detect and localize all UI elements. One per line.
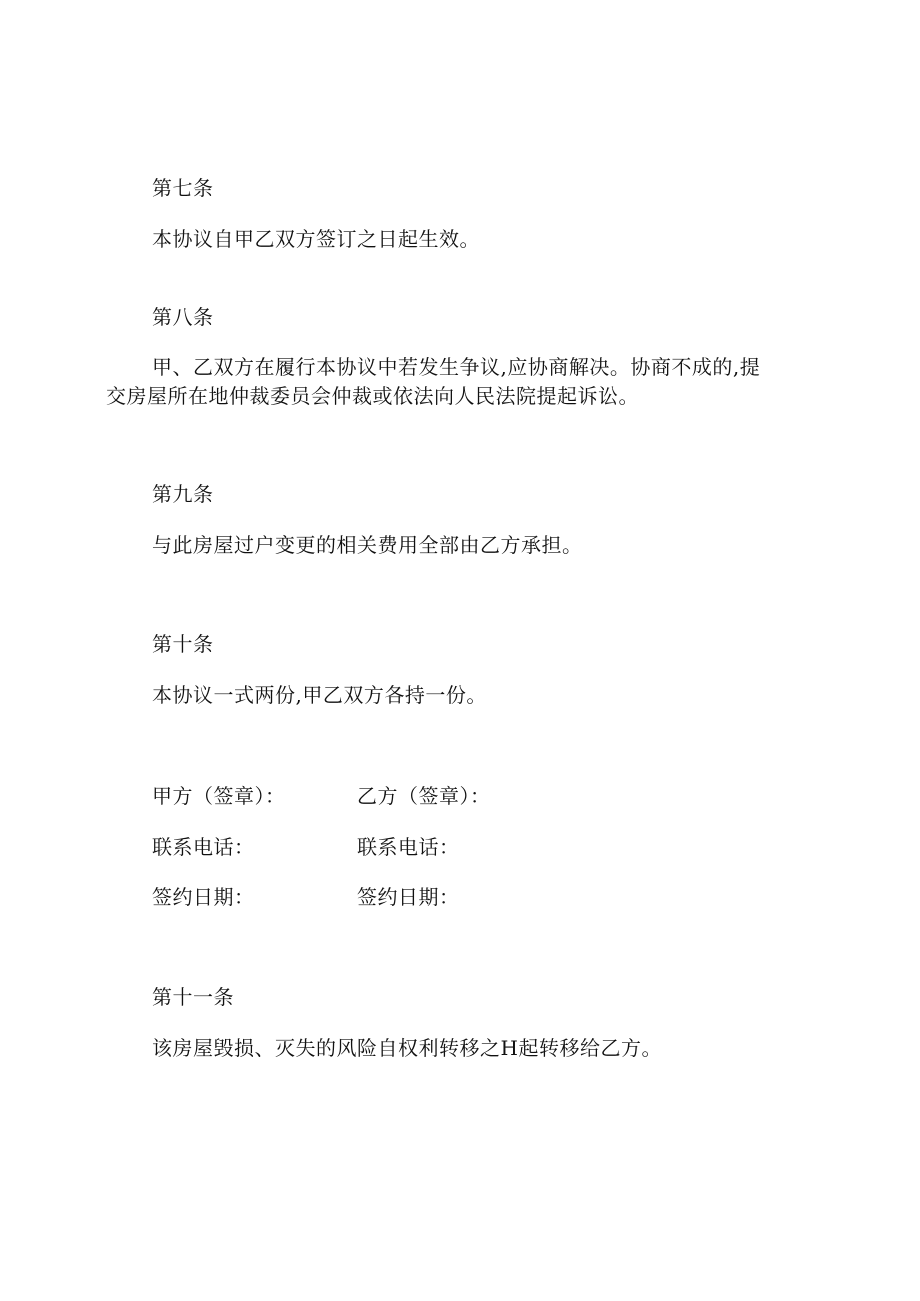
party-a-phone-label: 联系电话： [152, 835, 255, 859]
party-a-date-label: 签约日期： [152, 885, 255, 909]
article-11-body: 该房屋毁损、灭失的风险自权利转移之H起转移给乙方。 [152, 1036, 662, 1060]
article-7-heading: 第七条 [152, 176, 214, 200]
party-b-phone-label: 联系电话： [357, 835, 460, 859]
article-7-body: 本协议自甲乙双方签订之日起生效。 [152, 227, 480, 251]
article-9-body: 与此房屋过户变更的相关费用全部由乙方承担。 [152, 533, 583, 557]
party-a-seal-label: 甲方（签章）： [152, 784, 286, 808]
party-b-seal-label: 乙方（签章）： [357, 784, 491, 808]
article-8-heading: 第八条 [152, 305, 214, 329]
article-8-body-line-2: 交房屋所在地仲裁委员会仲裁或依法向人民法院提起诉讼。 [106, 384, 639, 408]
article-10-body: 本协议一式两份,甲乙双方各持一份。 [152, 683, 487, 707]
article-11-heading: 第十一条 [152, 985, 234, 1009]
article-9-heading: 第九条 [152, 482, 214, 506]
party-b-date-label: 签约日期： [357, 885, 460, 909]
article-8-body-line-1: 甲、乙双方在履行本协议中若发生争议,应协商解决。协商不成的,提 [152, 355, 761, 379]
article-10-heading: 第十条 [152, 632, 214, 656]
